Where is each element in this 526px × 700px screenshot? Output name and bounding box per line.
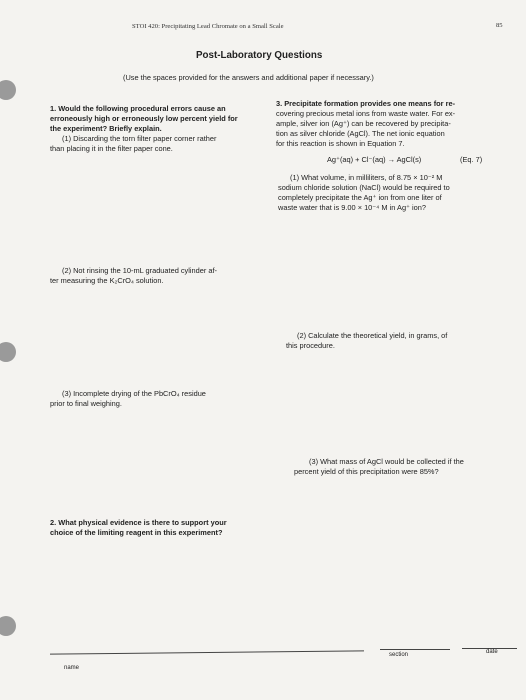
q1-sub1-line: (1) Discarding the torn filter paper corner rather bbox=[62, 134, 217, 143]
name-label: name bbox=[64, 665, 80, 671]
q3-line: 3. Precipitate formation provides one means for re- bbox=[276, 99, 456, 108]
q1-sub2-line: ter measuring the K₂CrO₄ solution. bbox=[50, 276, 164, 285]
q3-sub3-line: (3) What mass of AgCl would be collected if the bbox=[309, 457, 464, 466]
date-label: date bbox=[486, 649, 498, 655]
q3-line: tion as silver chloride (AgCl). The net ionic equation bbox=[276, 129, 445, 138]
q1-line: the experiment? Briefly explain. bbox=[50, 124, 162, 133]
binder-hole bbox=[0, 342, 16, 362]
q3-equation: Ag⁺(aq) + Cl⁻(aq) → AgCl(s) bbox=[327, 155, 422, 164]
q1-line: erroneously high or erroneously low percent yield for bbox=[50, 114, 238, 123]
q1-sub1-line: than placing it in the filter paper cone. bbox=[50, 144, 173, 153]
name-line bbox=[50, 650, 364, 654]
q3-line: ample, silver ion (Ag⁺) can be recovered by precipita- bbox=[276, 119, 451, 128]
q1-line: 1. Would the following procedural errors cause an bbox=[50, 104, 226, 113]
q2-line: choice of the limiting reagent in this experiment? bbox=[50, 528, 223, 537]
q3-sub1-line: sodium chloride solution (NaCl) would be required to bbox=[278, 183, 450, 192]
page-number: 85 bbox=[496, 22, 503, 29]
q3-line: for this reaction is shown in Equation 7. bbox=[276, 139, 405, 148]
q3-sub1-line: completely precipitate the Ag⁺ ion from one liter of bbox=[278, 193, 442, 202]
q3-sub2-line: (2) Calculate the theoretical yield, in grams, of bbox=[297, 331, 448, 340]
q1-sub3-line: (3) Incomplete drying of the PbCrO₄ residue bbox=[62, 389, 206, 398]
instructions: (Use the spaces provided for the answers and additional paper if necessary.) bbox=[123, 73, 374, 82]
q1-sub3-line: prior to final weighing. bbox=[50, 399, 122, 408]
q3-sub3-line: percent yield of this precipitation were 85%? bbox=[294, 467, 439, 476]
page-title: Post-Laboratory Questions bbox=[196, 50, 323, 61]
q3-sub2-line: this procedure. bbox=[286, 341, 335, 350]
q3-line: covering precious metal ions from waste water. For ex- bbox=[276, 109, 456, 118]
q2-line: 2. What physical evidence is there to support your bbox=[50, 518, 227, 527]
q1-sub2-line: (2) Not rinsing the 10-mL graduated cylinder af- bbox=[62, 266, 218, 275]
running-header: STOI 420: Precipitating Lead Chromate on a Small Scale bbox=[132, 23, 284, 30]
binder-hole bbox=[0, 80, 16, 100]
q3-sub1-line: waste water that is 9.00 × 10⁻⁴ M in Ag⁺ ion? bbox=[278, 203, 426, 212]
binder-hole bbox=[0, 616, 16, 636]
q3-equation-label: (Eq. 7) bbox=[460, 155, 483, 164]
section-label: section bbox=[389, 652, 409, 658]
q3-sub1-line: (1) What volume, in milliliters, of 8.75 × 10⁻² M bbox=[290, 173, 443, 182]
